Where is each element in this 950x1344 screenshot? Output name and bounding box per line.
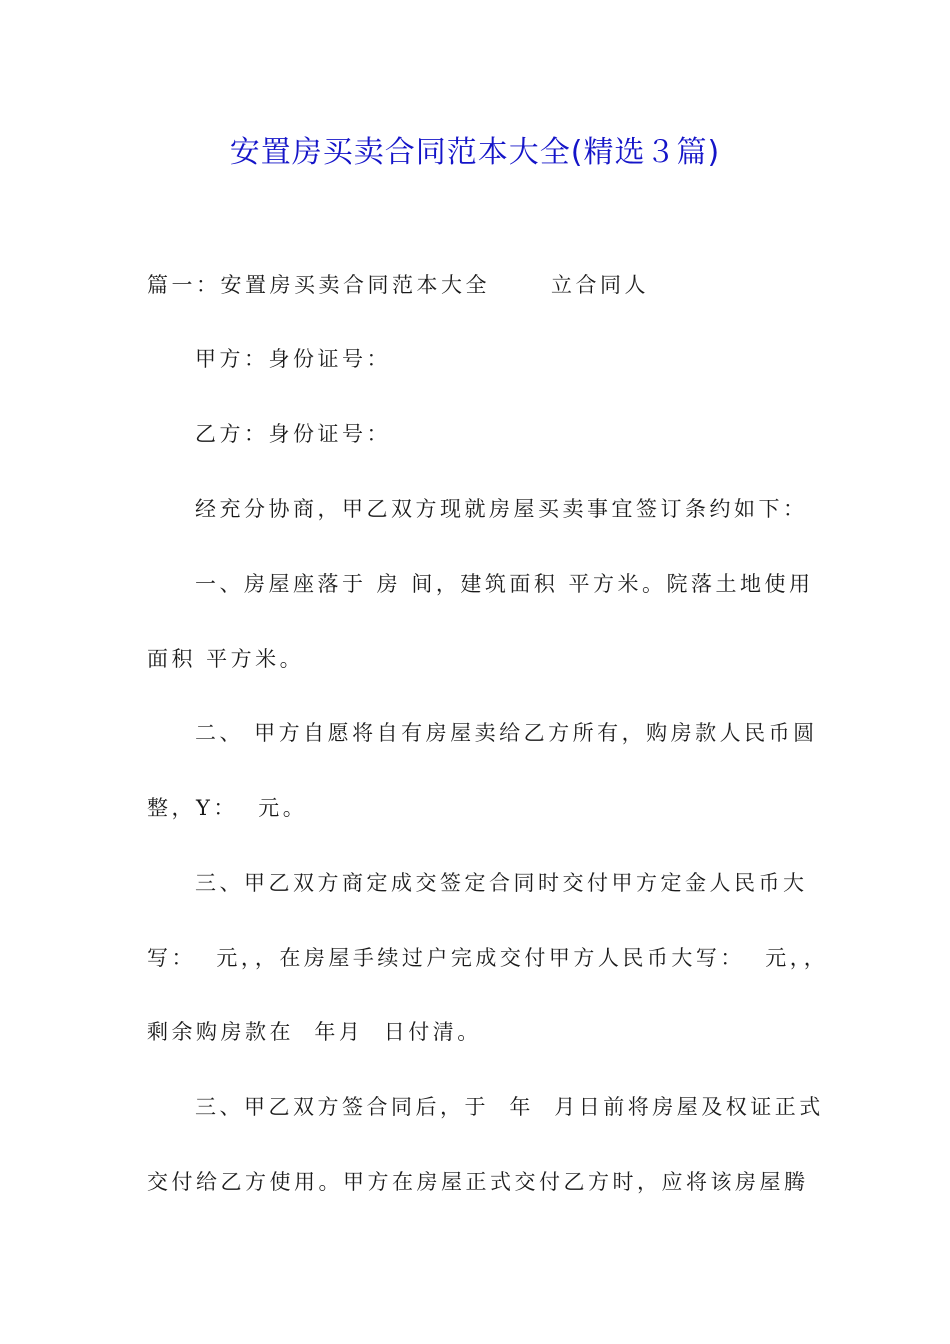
body-line-13: 交付给乙方使用。甲方在房屋正式交付乙方时，应将该房屋腾: [147, 1170, 809, 1194]
body-line-6: 面积 平方米。: [147, 647, 305, 671]
body-line-2: 甲方：身份证号：: [195, 347, 391, 371]
body-line-3: 乙方：身份证号：: [195, 422, 391, 446]
body-line-10: 写： 元，，在房屋手续过户完成交付甲方人民币大写： 元，，: [147, 946, 829, 970]
body-line-8: 整，Y： 元。: [147, 796, 308, 820]
body-line-1: 篇一：安置房买卖合同范本大全 立合同人: [147, 273, 650, 297]
body-line-11: 剩余购房款在 年月 日付清。: [147, 1020, 482, 1044]
body-line-12: 三、甲乙双方签合同后，于 年 月日前将房屋及权证正式: [195, 1095, 824, 1119]
body-line-7: 二、 甲方自愿将自有房屋卖给乙方所有，购房款人民币圆: [195, 721, 818, 745]
body-line-9: 三、甲乙双方商定成交签定合同时交付甲方定金人民币大: [195, 871, 808, 895]
body-line-5: 一、房屋座落于 房 间，建筑面积 平方米。院落土地使用: [195, 572, 814, 596]
document-title: 安置房买卖合同范本大全(精选３篇): [229, 135, 721, 170]
body-line-4: 经充分协商，甲乙双方现就房屋买卖事宜签订条约如下：: [195, 497, 808, 521]
